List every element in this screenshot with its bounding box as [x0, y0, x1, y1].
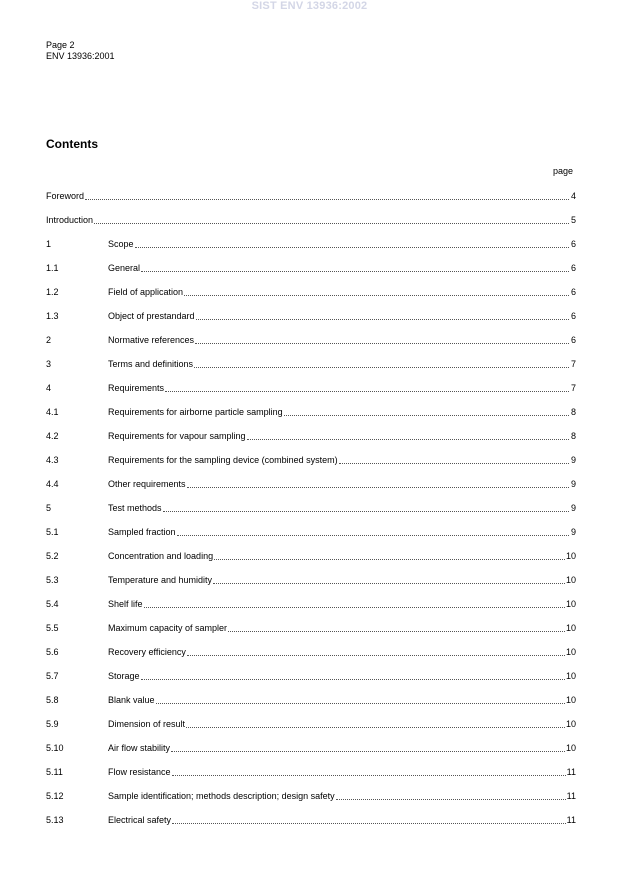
- toc-entry-number: 5.13: [46, 815, 64, 825]
- page-number: Page 2: [46, 40, 75, 50]
- toc-entry-number: 5.11: [46, 767, 63, 777]
- toc-entry-page: 6: [570, 239, 576, 249]
- toc-entry[interactable]: [46, 592, 576, 616]
- toc-entry[interactable]: [46, 496, 576, 520]
- toc-entry-title: Recovery efficiency: [108, 647, 186, 657]
- toc-entry-number: 5.4: [46, 599, 59, 609]
- toc-entry-number: 5.10: [46, 743, 64, 753]
- toc-entry-number: 4.2: [46, 431, 59, 441]
- document-reference: ENV 13936:2001: [46, 51, 115, 61]
- toc-entry-page: 11: [566, 815, 576, 825]
- toc-entry[interactable]: [46, 184, 576, 208]
- dot-leader: [85, 199, 569, 200]
- toc-entry[interactable]: [46, 304, 576, 328]
- toc-entry-number: 4.3: [46, 455, 59, 465]
- toc-entry-number: 1: [46, 239, 52, 249]
- dot-leader: [141, 271, 569, 272]
- toc-entry-number: 5.5: [46, 623, 59, 633]
- toc-entry-title: Maximum capacity of sampler: [108, 623, 228, 633]
- toc-entry-title: Other requirements: [108, 479, 186, 489]
- toc-entry[interactable]: [46, 448, 576, 472]
- toc-entry-title: Sampled fraction: [108, 527, 176, 537]
- toc-entry-page: 8: [570, 431, 576, 441]
- dot-leader: [247, 439, 569, 440]
- toc-entry[interactable]: [46, 328, 576, 352]
- toc-entry-title: Terms and definitions: [108, 359, 194, 369]
- dot-leader: [171, 751, 565, 752]
- dot-leader: [177, 535, 569, 536]
- toc-entry-number: 5.1: [46, 527, 59, 537]
- toc-entry-title: Concentration and loading: [108, 551, 214, 561]
- dot-leader: [156, 703, 565, 704]
- toc-entry-number: 4.1: [46, 407, 59, 417]
- toc-entry[interactable]: [46, 472, 576, 496]
- toc-entry-page: 9: [570, 455, 576, 465]
- toc-entry-page: 10: [565, 743, 576, 753]
- toc-entry-page: 11: [566, 791, 576, 801]
- toc-entry[interactable]: [46, 208, 576, 232]
- watermark: SIST ENV 13936:2002: [251, 0, 368, 12]
- toc-entry-page: 10: [565, 695, 576, 705]
- dot-leader: [172, 823, 566, 824]
- dot-leader: [284, 415, 569, 416]
- toc-entry-title: Field of application: [108, 287, 184, 297]
- toc-entry-title: Requirements for airborne particle sampling: [108, 407, 283, 417]
- toc-entry[interactable]: [46, 376, 576, 400]
- toc-entry-title: Introduction: [46, 215, 94, 225]
- toc-entry-number: 4: [46, 383, 52, 393]
- toc-entry-page: 4: [570, 191, 576, 201]
- toc-entry[interactable]: [46, 544, 576, 568]
- dot-leader: [186, 727, 565, 728]
- toc-entry-title: Electrical safety: [108, 815, 172, 825]
- toc-entry[interactable]: [46, 352, 576, 376]
- toc-entry-page: 10: [565, 647, 576, 657]
- toc-entry-number: 1.2: [46, 287, 59, 297]
- dot-leader: [196, 319, 569, 320]
- toc-entry-title: Flow resistance: [108, 767, 171, 777]
- toc-entry-page: 9: [570, 479, 576, 489]
- dot-leader: [141, 679, 565, 680]
- toc-entry-number: 5.12: [46, 791, 64, 801]
- toc-entry[interactable]: [46, 424, 576, 448]
- toc-entry[interactable]: [46, 736, 576, 760]
- toc-entry[interactable]: [46, 616, 576, 640]
- toc-entry-number: 5.7: [46, 671, 59, 681]
- toc-entry-page: 6: [570, 335, 576, 345]
- toc-entry-number: 1.3: [46, 311, 59, 321]
- toc-entry[interactable]: [46, 664, 576, 688]
- dot-leader: [195, 343, 569, 344]
- toc-entry-number: 5.2: [46, 551, 59, 561]
- toc-entry[interactable]: [46, 784, 576, 808]
- contents-heading: Contents: [46, 137, 98, 151]
- dot-leader: [163, 511, 569, 512]
- dot-leader: [135, 247, 569, 248]
- toc-entry[interactable]: [46, 232, 576, 256]
- dot-leader: [213, 583, 565, 584]
- toc-entry-page: 10: [565, 623, 576, 633]
- toc-entry-page: 11: [566, 767, 576, 777]
- toc-entry-title: Scope: [108, 239, 134, 249]
- toc-entry-title: Temperature and humidity: [108, 575, 213, 585]
- dot-leader: [187, 655, 565, 656]
- toc-entry[interactable]: [46, 712, 576, 736]
- dot-leader: [172, 775, 566, 776]
- toc-entry-title: Storage: [108, 671, 140, 681]
- toc-entry-page: 10: [565, 575, 576, 585]
- dot-leader: [94, 223, 569, 224]
- toc-entry-title: Requirements for the sampling device (combined system): [108, 455, 338, 465]
- toc-entry[interactable]: [46, 256, 576, 280]
- toc-entry-page: 10: [565, 671, 576, 681]
- toc-entry[interactable]: [46, 520, 576, 544]
- toc-entry-title: Requirements for vapour sampling: [108, 431, 246, 441]
- toc-entry-page: 6: [570, 287, 576, 297]
- toc-entry-page: 6: [570, 263, 576, 273]
- toc-entry-title: Blank value: [108, 695, 155, 705]
- dot-leader: [214, 559, 565, 560]
- dot-leader: [194, 367, 569, 368]
- toc-entry-number: 5.3: [46, 575, 59, 585]
- toc-entry-title: Dimension of result: [108, 719, 186, 729]
- page-header: [46, 40, 115, 62]
- toc-entry-number: 5.8: [46, 695, 59, 705]
- toc-entry-number: 2: [46, 335, 52, 345]
- toc-entry-title: Test methods: [108, 503, 162, 513]
- toc-entry-page: 9: [570, 503, 576, 513]
- toc-entry-page: 8: [570, 407, 576, 417]
- dot-leader: [336, 799, 566, 800]
- toc-entry-number: 3: [46, 359, 52, 369]
- toc-entry[interactable]: [46, 760, 576, 784]
- dot-leader: [339, 463, 569, 464]
- toc-entry-page: 7: [570, 359, 576, 369]
- dot-leader: [184, 295, 569, 296]
- toc-entry-title: Requirements: [108, 383, 165, 393]
- toc-entry[interactable]: [46, 568, 576, 592]
- toc-entry-page: 10: [565, 719, 576, 729]
- toc-entry-title: Sample identification; methods description; design safety: [108, 791, 335, 801]
- toc-entry-number: 5.9: [46, 719, 59, 729]
- toc-entry-number: 4.4: [46, 479, 59, 489]
- toc-entry-page: 6: [570, 311, 576, 321]
- toc-entry[interactable]: [46, 400, 576, 424]
- toc-entry-title: General: [108, 263, 141, 273]
- toc-entry[interactable]: [46, 280, 576, 304]
- toc-entry[interactable]: [46, 640, 576, 664]
- toc-entry-title: Air flow stability: [108, 743, 171, 753]
- dot-leader: [228, 631, 565, 632]
- toc-entry-page: 10: [565, 551, 576, 561]
- toc-entry-title: Normative references: [108, 335, 195, 345]
- toc-entry[interactable]: [46, 688, 576, 712]
- toc-entry-title: Object of prestandard: [108, 311, 195, 321]
- page-column-label: page: [552, 166, 573, 176]
- dot-leader: [165, 391, 569, 392]
- toc-entry-page: 9: [570, 527, 576, 537]
- dot-leader: [187, 487, 569, 488]
- toc-entry[interactable]: [46, 808, 576, 832]
- table-of-contents: [46, 184, 576, 832]
- toc-entry-title: Foreword: [46, 191, 85, 201]
- toc-entry-number: 5: [46, 503, 52, 513]
- toc-entry-page: 10: [565, 599, 576, 609]
- toc-entry-title: Shelf life: [108, 599, 143, 609]
- dot-leader: [144, 607, 565, 608]
- toc-entry-page: 7: [570, 383, 576, 393]
- toc-entry-page: 5: [570, 215, 576, 225]
- toc-entry-number: 1.1: [46, 263, 59, 273]
- toc-entry-number: 5.6: [46, 647, 59, 657]
